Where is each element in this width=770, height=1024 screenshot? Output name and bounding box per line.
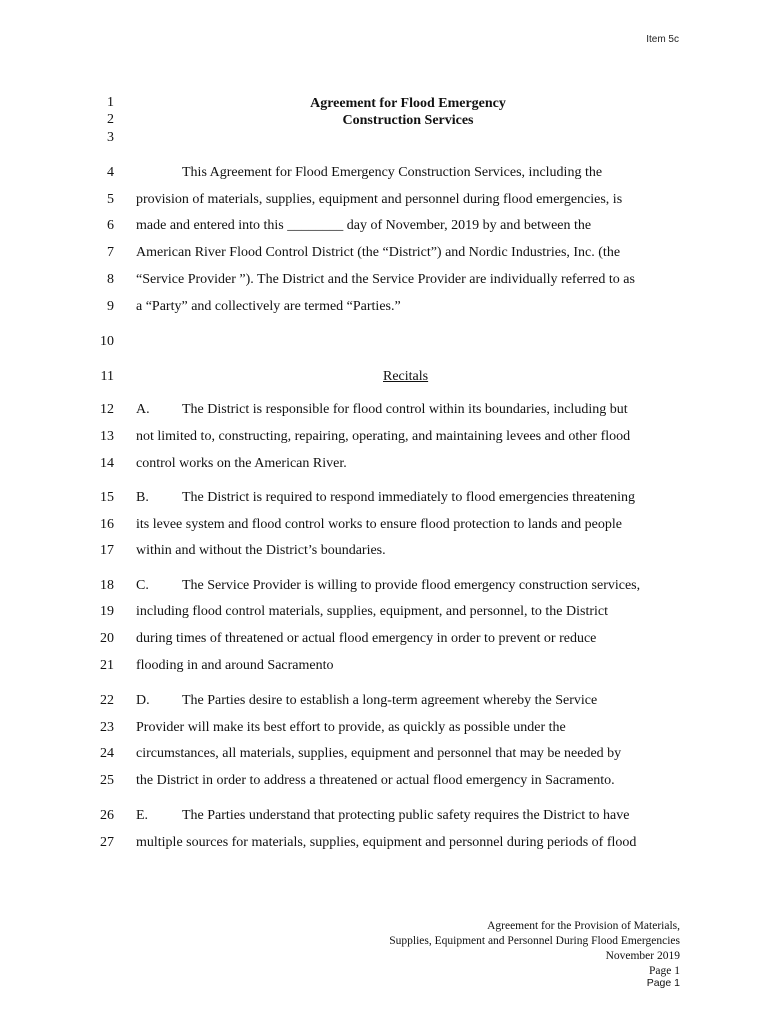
line-number: 16 [100, 517, 114, 532]
recital-label: A. [136, 402, 150, 417]
document-title-line-2: Construction Services [342, 113, 474, 128]
line-number: 17 [100, 543, 114, 558]
intro-line: provision of materials, supplies, equipment and personnel during flood emergencies, is [136, 192, 623, 207]
recitals-heading: Recitals [383, 369, 429, 384]
line-number: 9 [107, 299, 114, 314]
line-number: 8 [107, 272, 114, 287]
footer-page-number: Page 1 [649, 965, 680, 977]
recital-c-line-1 [136, 578, 640, 594]
recital-label: D. [136, 693, 150, 708]
recital-b-line: within and without the District’s boundaries. [136, 543, 386, 558]
intro-line: a “Party” and collectively are termed “Parties.” [136, 299, 401, 314]
line-number: 1 [107, 95, 114, 110]
line-number: 4 [107, 165, 114, 180]
line-number: 19 [100, 604, 114, 619]
item-tag: Item 5c [646, 34, 679, 45]
line-number: 13 [100, 429, 114, 444]
document-title-line-1: Agreement for Flood Emergency [310, 96, 506, 111]
line-number: 26 [100, 808, 114, 823]
line-number: 5 [107, 192, 114, 207]
line-number: 27 [100, 835, 114, 850]
line-number: 25 [100, 773, 114, 788]
recital-a-line: control works on the American River. [136, 456, 347, 471]
intro-line: made and entered into this ________ day of November, 2019 by and between the [136, 218, 592, 233]
footer-line: Supplies, Equipment and Personnel During Flood Emergencies [389, 935, 680, 947]
line-number: 20 [100, 631, 114, 646]
recital-label: B. [136, 490, 149, 505]
line-number: 6 [107, 218, 114, 233]
line-number: 10 [100, 334, 114, 349]
recital-text: The Service Provider is willing to provide flood emergency construction services, [182, 578, 641, 593]
line-number: 12 [100, 402, 114, 417]
footer-line: Agreement for the Provision of Materials, [487, 920, 680, 932]
recital-a-line-1 [136, 402, 628, 418]
line-number: 24 [100, 746, 114, 761]
intro-line: American River Flood Control District (the “District”) and Nordic Industries, Inc. (the [136, 245, 621, 260]
recital-d-line: circumstances, all materials, supplies, equipment and personnel that may be needed by [136, 746, 622, 761]
recital-c-line: flooding in and around Sacramento [136, 658, 334, 673]
recital-d-line-1 [136, 693, 597, 709]
recital-text: The Parties understand that protecting public safety requires the District to have [182, 808, 630, 823]
intro-line: “Service Provider ”). The District and the Service Provider are individually referred to as [136, 272, 635, 287]
line-number: 11 [100, 369, 114, 384]
recital-e-line: multiple sources for materials, supplies, equipment and personnel during periods of flood [136, 835, 637, 850]
line-number: 23 [100, 720, 114, 735]
recital-a-line: not limited to, constructing, repairing, operating, and maintaining levees and other flood [136, 429, 631, 444]
recital-c-line: including flood control materials, supplies, equipment, and personnel, to the District [136, 604, 609, 619]
footer-line: November 2019 [605, 950, 680, 962]
page-stamp: Page 1 [646, 977, 680, 989]
recital-b-line: its levee system and flood control works to ensure flood protection to lands and people [136, 517, 623, 532]
line-number: 7 [107, 245, 114, 260]
recital-e-line-1 [136, 808, 629, 824]
recital-d-line: the District in order to address a threatened or actual flood emergency in Sacramento. [136, 773, 615, 788]
recital-b-line-1 [136, 490, 635, 506]
line-number: 18 [100, 578, 114, 593]
line-number: 3 [107, 130, 114, 145]
recital-text: The Parties desire to establish a long-term agreement whereby the Service [182, 693, 598, 708]
recital-text: The District is required to respond immediately to flood emergencies threatening [182, 490, 636, 505]
recital-d-line: Provider will make its best effort to provide, as quickly as possible under the [136, 720, 566, 735]
line-number: 2 [107, 112, 114, 127]
line-number: 22 [100, 693, 114, 708]
line-number: 15 [100, 490, 114, 505]
recital-c-line: during times of threatened or actual flood emergency in order to prevent or reduce [136, 631, 597, 646]
line-number: 21 [100, 658, 114, 673]
line-number: 14 [100, 456, 114, 471]
recital-text: The District is responsible for flood control within its boundaries, including but [182, 402, 628, 417]
intro-line: This Agreement for Flood Emergency Construction Services, including the [182, 165, 603, 180]
recital-label: E. [136, 808, 149, 823]
recital-label: C. [136, 578, 149, 593]
